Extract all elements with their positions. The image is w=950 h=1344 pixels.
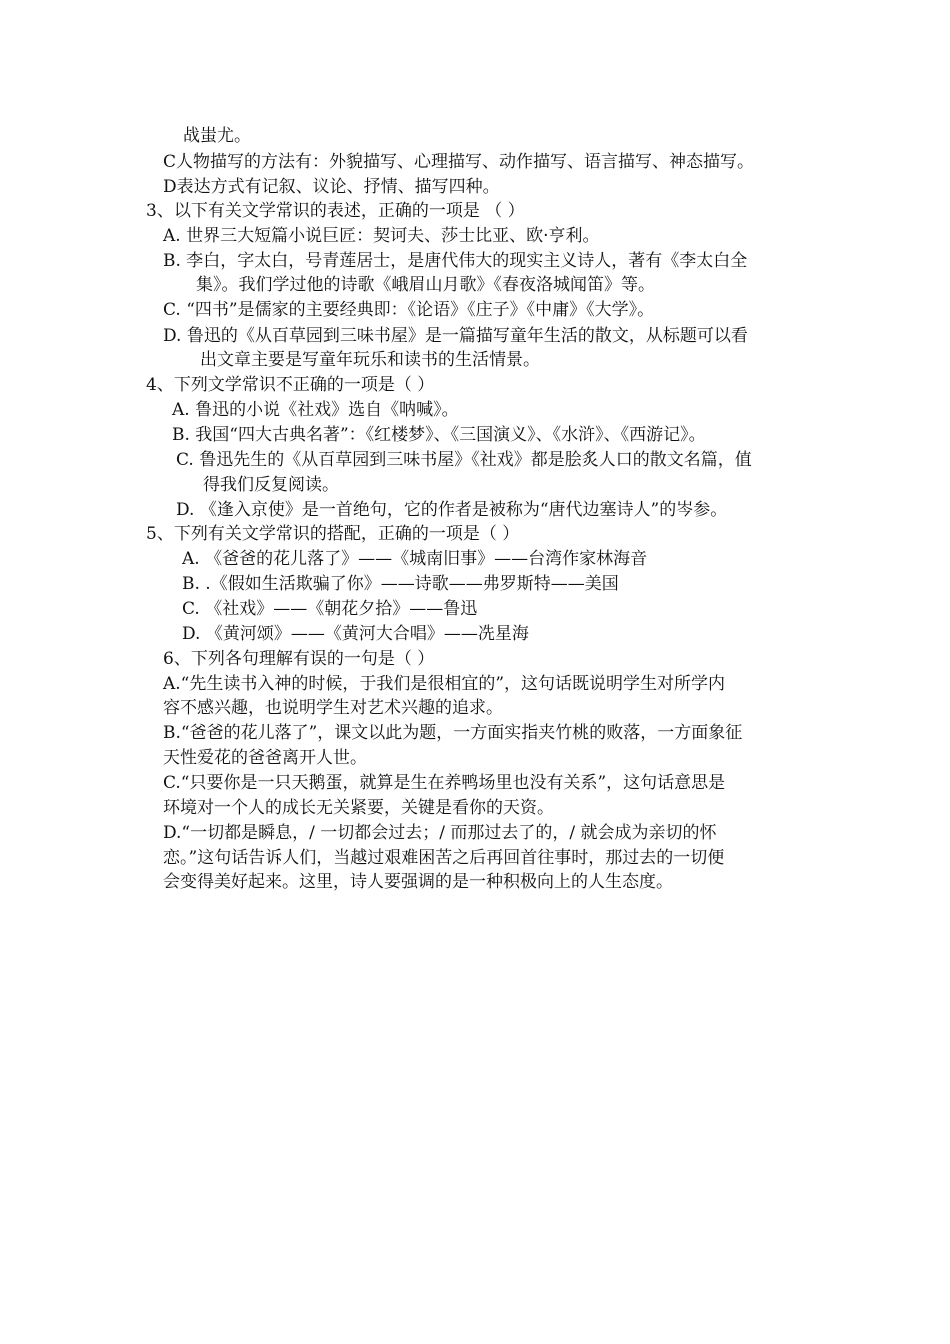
text-line: 环境对一个人的成长无关紧要，关键是看你的天资。 <box>163 798 554 818</box>
question-5-option-c: C. 《社戏》——《朝花夕拾》——鲁迅 <box>182 599 478 619</box>
question-4-option-a: A. 鲁迅的小说《社戏》选自《呐喊》。 <box>172 400 459 420</box>
question-6-option-a: A.“先生读书入神的时候，于我们是很相宜的”，这句话既说明学生对所学内 <box>163 674 726 694</box>
text-line: 容不感兴趣，也说明学生对艺术兴趣的追求。 <box>163 698 503 718</box>
question-4-option-b: B. 我国“四大古典名著”：《红楼梦》、《三国演义》、《水浒》、《西游记》。 <box>172 425 706 445</box>
question-3-option-d: D. 鲁迅的《从百草园到三味书屋》是一篇描写童年生活的散文，从标题可以看 <box>163 326 748 346</box>
text-line: 天性爱花的爸爸离开人世。 <box>163 748 367 768</box>
question-3-option-b: B. 李白，字太白，号青莲居士，是唐代伟大的现实主义诗人，著有《李太白全 <box>163 251 748 271</box>
text-line: 战蚩尤。 <box>183 126 251 146</box>
question-6-option-b: B.“爸爸的花儿落了”，课文以此为题，一方面实指夹竹桃的败落，一方面象征 <box>163 723 743 743</box>
question-3-stem: 3、以下有关文学常识的表述，正确的一项是 （ ） <box>146 201 525 221</box>
question-5-option-a: A. 《爸爸的花儿落了》——《城南旧事》——台湾作家林海音 <box>182 549 648 569</box>
text-line: D表达方式有记叙、议论、抒情、描写四种。 <box>163 177 500 197</box>
question-5-stem: 5、下列有关文学常识的搭配，正确的一项是（ ） <box>146 524 520 544</box>
question-6-option-c: C.“只要你是一只天鹅蛋，就算是生在养鸭场里也没有关系”，这句话意思是 <box>163 773 726 793</box>
question-6-option-d: D.“一切都是瞬息，/ 一切都会过去；/ 而那过去了的，/ 就会成为亲切的怀 <box>163 823 717 843</box>
question-3-option-c: C. “四书”是儒家的主要经典即：《论语》《庄子》《中庸》《大学》。 <box>163 300 655 320</box>
question-4-stem: 4、下列文学常识不正确的一项是（ ） <box>146 375 435 395</box>
question-3-option-a: A. 世界三大短篇小说巨匠：契诃夫、莎士比亚、欧·亨利。 <box>163 226 600 246</box>
question-5-option-d: D. 《黄河颂》——《黄河大合唱》——冼星海 <box>182 624 529 644</box>
question-5-option-b: B. .《假如生活欺骗了你》——诗歌——弗罗斯特——美国 <box>182 574 619 594</box>
text-line: 出文章主要是写童年玩乐和读书的生活情景。 <box>200 350 540 370</box>
text-line: 会变得美好起来。这里，诗人要强调的是一种积极向上的人生态度。 <box>163 872 673 892</box>
text-line: 恋。”这句话告诉人们，当越过艰难困苦之后再回首往事时，那过去的一切便 <box>163 848 725 868</box>
question-6-stem: 6、下列各句理解有误的一句是（ ） <box>163 649 435 669</box>
text-line: 得我们反复阅读。 <box>203 475 339 495</box>
text-line: C人物描写的方法有：外貌描写、心理描写、动作描写、语言描写、神态描写。 <box>163 152 755 172</box>
question-4-option-d: D. 《逢入京使》是一首绝句，它的作者是被称为“唐代边塞诗人”的岑参。 <box>176 500 728 520</box>
question-4-option-c: C. 鲁迅先生的《从百草园到三味书屋》《社戏》都是脍炙人口的散文名篇，值 <box>176 450 752 470</box>
text-line: 集》。我们学过他的诗歌《峨眉山月歌》《春夜洛城闻笛》等。 <box>196 275 655 295</box>
